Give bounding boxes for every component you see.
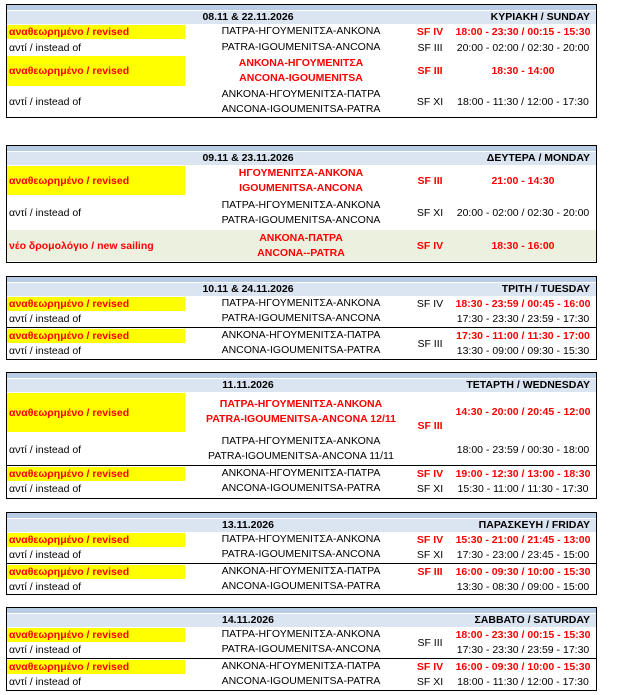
route: ANCONA-IGOUMENITSA-PATRA [221, 675, 381, 687]
route: ΠΑΤΡΑ-ΗΓΟΥΜΕΝΙΤΣΑ-ΑΝΚΟΝΑ [221, 628, 381, 640]
block-day: ΤΡΙΤΗ / TUESDAY [501, 283, 590, 295]
time: 16:00 - 09:30 / 10:00 - 15:30 [455, 565, 591, 578]
block-header [7, 519, 596, 532]
instead-label: αντί / instead of [9, 345, 82, 357]
revised-label: αναθεωρημένο / revised [7, 25, 185, 39]
route-line-gr: ΑΝΚΟΝΑ-ΗΓΟΥΜΕΝΙΤΣΑ-ΠΑΤΡΑ [221, 88, 381, 100]
route [190, 393, 412, 431]
route-line-gr: ΑΝΚΟΝΑ-ΗΓΟΥΜΕΝΙΤΣΑ [238, 57, 364, 69]
revised-label: αναθεωρημένο / revised [7, 660, 185, 674]
route [190, 56, 412, 86]
ship: SF XI [416, 96, 444, 108]
revised-label: αναθεωρημένο / revised [7, 628, 185, 642]
route-line-en: ANCONA-IGOUMENITSA [239, 72, 363, 84]
revised-label: αναθεωρημένο / revised [7, 393, 185, 432]
time: 13:30 - 09:00 / 09:30 - 15:30 [456, 344, 590, 357]
revised-label: αναθεωρημένο / revised [7, 533, 185, 547]
time: 20:00 - 02:00 / 02:30 - 20:00 [456, 41, 590, 54]
time: 19:00 - 12:30 / 13:00 - 18:30 [455, 467, 591, 480]
ship: SF XI [416, 675, 444, 688]
time: 21:00 - 14:30 [491, 175, 555, 187]
instead-label: αντί / instead of [9, 96, 82, 108]
time: 18:30 - 16:00 [491, 239, 555, 252]
route [190, 198, 412, 228]
time: 18:30 - 14:00 [491, 65, 555, 77]
revised-label: αναθεωρημένο / revised [7, 56, 185, 86]
ship: SF IV [416, 533, 444, 546]
ship: SF IV [416, 660, 444, 673]
schedule-block-sunday [6, 4, 597, 118]
route: PATRA-IGOUMENITSA-ANCONA [221, 643, 381, 655]
ship: SF III [417, 565, 443, 578]
instead-label: αντί / instead of [9, 581, 82, 593]
route-line-en: ANCONA-IGOUMENITSA-PATRA [221, 103, 381, 115]
block-header [7, 11, 596, 24]
schedule-block-monday [6, 145, 597, 263]
ship: SF XI [416, 548, 444, 561]
instead-label: αντί / instead of [9, 41, 82, 54]
route [190, 433, 412, 465]
route: ΑΝΚΟΝΑ-ΗΓΟΥΜΕΝΙΤΣΑ-ΠΑΤΡΑ [221, 565, 381, 577]
block-day: ΚΥΡΙΑΚΗ / SUNDAY [490, 11, 590, 23]
route [190, 87, 412, 117]
route-line-gr: ΑΝΚΟΝΑ-ΠΑΤΡΑ [259, 231, 343, 244]
route: PATRA-IGOUMENITSA-ANCONA [221, 548, 381, 560]
instead-label: αντί / instead of [9, 483, 82, 495]
ship: SF IV [416, 467, 444, 480]
time: 17:30 - 23:30 / 23:59 - 17:30 [456, 312, 590, 325]
time: 18:00 - 23:59 / 00:30 - 18:00 [456, 444, 590, 456]
route: ANCONA-IGOUMENITSA-PATRA [221, 344, 381, 356]
route [190, 230, 412, 261]
route: ANCONA-IGOUMENITSA-PATRA [221, 482, 381, 494]
instead-label: αντί / instead of [9, 549, 82, 561]
block-date: 08.11 & 22.11.2026 [202, 11, 294, 23]
route-line-en: IGOUMENITSA-ANCONA [239, 182, 363, 194]
route-line-en: PATRA-IGOUMENITSA-ANCONA 11/11 [208, 450, 394, 462]
block-date: 14.11.2026 [222, 614, 274, 626]
time: 18:00 - 11:30 / 12:00 - 17:30 [457, 96, 589, 108]
time: 15:30 - 21:00 / 21:45 - 13:00 [455, 533, 591, 546]
ship: SF III [417, 65, 443, 77]
route: ΠΑΤΡΑ-ΗΓΟΥΜΕΝΙΤΣΑ-ΑΝΚΟΝΑ [221, 297, 381, 309]
ship: SF III [417, 420, 443, 432]
ship: SF IV [416, 25, 444, 38]
instead-label: αντί / instead of [9, 444, 82, 456]
route: ΠΑΤΡΑ-ΗΓΟΥΜΕΝΙΤΣΑ-ΑΝΚΟΝΑ [221, 533, 381, 545]
block-header [7, 152, 596, 165]
route: ΑΝΚΟΝΑ-ΗΓΟΥΜΕΝΙΤΣΑ-ΠΑΤΡΑ [221, 660, 381, 672]
schedule-block-tuesday [6, 276, 597, 360]
time: 18:00 - 11:30 / 12:00 - 17:30 [457, 675, 589, 688]
route: PATRA-IGOUMENITSA-ANCONA [221, 41, 381, 53]
schedule-block-wednesday [6, 372, 597, 499]
instead-label: αντί / instead of [9, 676, 82, 688]
revised-label: αναθεωρημένο / revised [7, 297, 185, 311]
schedule-block-saturday [6, 607, 597, 691]
ship: SF III [417, 337, 443, 350]
block-day: ΣΑΒΒΑΤΟ / SATURDAY [474, 614, 590, 626]
block-day: ΠΑΡΑΣΚΕΥΗ / FRIDAY [478, 519, 590, 531]
route-line-gr: ΠΑΤΡΑ-ΗΓΟΥΜΕΝΙΤΣΑ-ΑΝΚΟΝΑ [221, 435, 381, 447]
route-line-gr: ΠΑΤΡΑ-ΗΓΟΥΜΕΝΙΤΣΑ-ΑΝΚΟΝΑ [221, 199, 381, 211]
route-line-en: ANCONA--PATRA [257, 246, 345, 259]
route: ΑΝΚΟΝΑ-ΗΓΟΥΜΕΝΙΤΣΑ-ΠΑΤΡΑ [221, 329, 381, 341]
time: 20:00 - 02:00 / 02:30 - 20:00 [456, 207, 590, 219]
ship: SF IV [416, 239, 444, 252]
ship: SF XI [416, 482, 444, 495]
ship: SF IV [416, 297, 444, 310]
route-line-gr: ΗΓΟΥΜΕΝΙΤΣΑ-ΑΝΚΟΝΑ [238, 167, 364, 179]
block-day: ΤΕΤΑΡΤΗ / WEDNESDAY [466, 379, 590, 391]
revised-label: αναθεωρημένο / revised [7, 467, 185, 481]
time: 17:30 - 11:00 / 11:30 - 17:00 [456, 329, 590, 342]
time: 18:00 - 23:30 / 00:15 - 15:30 [455, 628, 591, 641]
ship: SF XI [416, 207, 444, 219]
time: 18:00 - 23:30 / 00:15 - 15:30 [455, 25, 591, 38]
route-line-en: PATRA-IGOUMENITSA-ANCONA 12/11 [206, 413, 396, 425]
route-line-gr: ΠΑΤΡΑ-ΗΓΟΥΜΕΝΙΤΣΑ-ΑΝΚΟΝΑ [219, 398, 383, 410]
instead-label: αντί / instead of [9, 644, 82, 656]
block-date: 09.11 & 23.11.2026 [202, 152, 294, 164]
route: PATRA-IGOUMENITSA-ANCONA [221, 312, 381, 324]
instead-label: αντί / instead of [9, 313, 82, 325]
revised-label: αναθεωρημένο / revised [7, 166, 185, 195]
block-header [7, 283, 596, 296]
time: 13:30 - 08:30 / 09:00 - 15:00 [456, 580, 590, 593]
time: 17:30 - 23:00 / 23:45 - 15:00 [456, 548, 590, 561]
route: ΠΑΤΡΑ-ΗΓΟΥΜΕΝΙΤΣΑ-ΑΝΚΟΝΑ [221, 25, 381, 37]
instead-label: αντί / instead of [9, 207, 82, 219]
block-day: ΔΕΥΤΕΡΑ / MONDAY [486, 152, 590, 164]
time: 15:30 - 11:00 / 11:30 - 17:30 [457, 482, 589, 495]
route-line-en: PATRA-IGOUMENITSA-ANCONA [221, 214, 381, 226]
revised-label: αναθεωρημένο / revised [7, 329, 185, 343]
new-sailing-label: νέο δρομολόγιο / new sailing [9, 239, 154, 252]
schedule-block-friday [6, 512, 597, 595]
route: ΑΝΚΟΝΑ-ΗΓΟΥΜΕΝΙΤΣΑ-ΠΑΤΡΑ [221, 467, 381, 479]
route [190, 166, 412, 196]
time: 17:30 - 23:30 / 23:59 - 17:30 [456, 643, 590, 656]
time: 16:00 - 09:30 / 10:00 - 15:30 [455, 660, 591, 673]
block-date: 13.11.2026 [222, 519, 274, 531]
block-date: 10.11 & 24.11.2026 [202, 283, 294, 295]
ship: SF III [417, 636, 443, 649]
time: 14:30 - 20:00 / 20:45 - 12:00 [455, 406, 591, 418]
ship: SF III [417, 175, 443, 187]
block-header [7, 614, 596, 627]
time: 18:30 - 23:59 / 00:45 - 16:00 [455, 297, 591, 310]
route: ANCONA-IGOUMENITSA-PATRA [221, 580, 381, 592]
ship: SF III [417, 41, 443, 54]
block-header [7, 379, 596, 392]
block-date: 11.11.2026 [222, 379, 274, 391]
revised-label: αναθεωρημένο / revised [7, 565, 185, 579]
